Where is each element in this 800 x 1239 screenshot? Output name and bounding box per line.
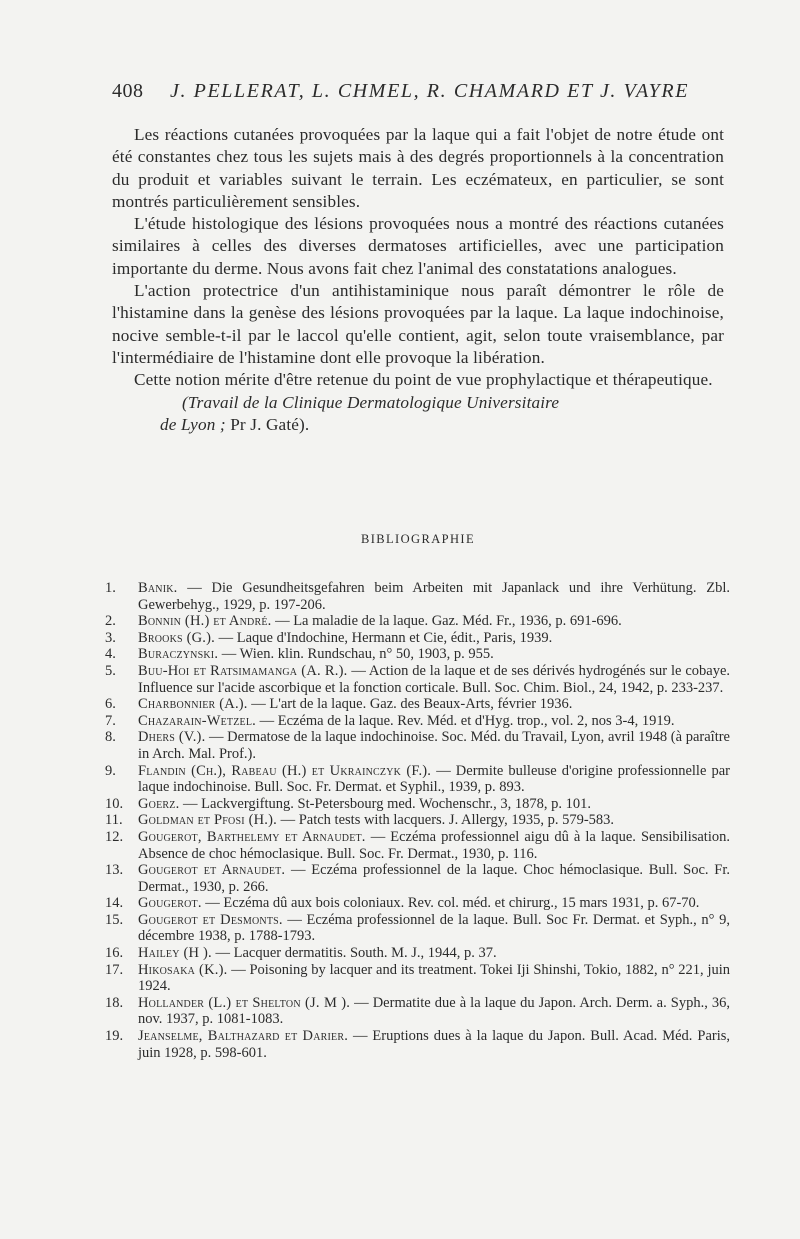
reference-text <box>138 1028 730 1061</box>
reference-number: 11. <box>105 812 123 829</box>
reference-citation: — Lackvergiftung. St-Petersbourg med. Wochenschr., 3, 1878, p. 101. <box>179 795 592 812</box>
reference-number: 13. <box>105 862 124 879</box>
reference-item <box>105 729 730 762</box>
reference-citation: — Patch tests with lacquers. J. Allergy, 1935, p. 579-583. <box>276 812 615 829</box>
credit-line-2-rest: Pr J. Gaté). <box>225 414 310 434</box>
reference-number: 7. <box>105 712 116 729</box>
reference-item <box>105 995 730 1028</box>
reference-text <box>138 763 730 796</box>
reference-item <box>105 962 730 995</box>
reference-citation: — Laque d'Indochine, Hermann et Cie, édit., Paris, 1939. <box>214 629 553 646</box>
reference-number: 17. <box>105 961 124 978</box>
paragraph: Les réactions cutanées provoquées par la laque qui a fait l'objet de notre étude ont été constantes chez tous les sujets mais à des degrés proportionnels à la concentration du produit et variables suivant le terrain. Les eczémateux, en particulier, se sont montrés particulièrement sensibles. <box>112 125 724 211</box>
reference-text <box>138 862 730 895</box>
body-text <box>112 124 724 436</box>
reference-item <box>105 945 730 962</box>
reference-number: 1. <box>105 580 116 596</box>
reference-item <box>105 812 730 829</box>
reference-item <box>105 580 730 613</box>
reference-authors: Goldman et Pfosi (H.). <box>138 812 277 829</box>
reference-citation: — Dermatite due à la laque du Japon. Arch. Derm. a. Syph., 36, nov. 1937, p. 1081-1083. <box>138 994 730 1028</box>
reference-text <box>138 796 730 813</box>
page-number: 408 <box>112 80 144 102</box>
reference-citation: — Dermatose de la laque indochinoise. Soc. Méd. du Travail, Lyon, avril 1948 (à paraître in Arch. Mal. Prof.). <box>138 729 730 762</box>
reference-citation: — La maladie de la laque. Gaz. Méd. Fr., 1936, p. 691-696. <box>271 613 622 630</box>
reference-authors: Charbonnier (A.). <box>138 696 248 713</box>
reference-text <box>138 895 730 912</box>
reference-authors: Flandin (Ch.), Rabeau (H.) et Ukrainczyk (F.). <box>138 762 432 779</box>
reference-item <box>105 646 730 663</box>
reference-item <box>105 829 730 862</box>
reference-authors: Gougerot. <box>138 895 202 912</box>
reference-number: 15. <box>105 911 124 928</box>
reference-text <box>138 663 730 696</box>
reference-authors: Gougerot et Desmonts. <box>138 911 283 928</box>
affiliation-credit <box>112 392 724 437</box>
reference-number: 5. <box>105 662 116 679</box>
reference-text <box>138 630 730 647</box>
reference-item <box>105 912 730 945</box>
reference-authors: Chazarain-Wetzel. <box>138 712 256 729</box>
reference-text <box>138 962 730 995</box>
reference-number: 2. <box>105 613 116 630</box>
running-header <box>112 80 722 103</box>
reference-citation: — Dermite bulleuse d'origine professionnelle par laque indochinoise. Bull. Soc. Fr. Dermat. et Syphil., 1939, p. 893. <box>138 762 730 796</box>
reference-number: 19. <box>105 1028 124 1045</box>
reference-text <box>138 812 730 829</box>
reference-citation: — Eczéma professionnel de la laque. Choc hémoclasique. Bull. Soc. Fr. Dermat., 1930, p. 266. <box>138 862 731 895</box>
reference-citation: — Eczéma de la laque. Rev. Méd. et d'Hyg. trop., vol. 2, nos 3-4, 1919. <box>255 712 675 729</box>
reference-number: 3. <box>105 629 116 646</box>
reference-authors: Gougerot et Arnaudet. <box>138 862 286 879</box>
reference-authors: Jeanselme, Balthazard et Darier. <box>138 1028 349 1045</box>
reference-citation: — L'art de la laque. Gaz. des Beaux-Arts, février 1936. <box>247 696 573 713</box>
reference-number: 14. <box>105 895 124 912</box>
reference-item <box>105 663 730 696</box>
reference-citation: — Die Gesundheitsgefahren beim Arbeiten mit Japanlack und ihre Verhütung. Zbl. Gewerbehyg., 1929, p. 197-206. <box>138 580 730 613</box>
reference-text <box>138 696 730 713</box>
reference-text <box>138 912 730 945</box>
paragraph: L'action protectrice d'un antihistaminique nous paraît démontrer le rôle de l'histamine dans la genèse des lésions provoquées par la laque. La laque indochinoise, nocive semble-t-il par le laccol qu'elle contient, agit, selon toute vraisemblance, par l'intermédiaire de l'histamine dont elle provoque la libération. <box>112 281 724 367</box>
reference-number: 12. <box>105 828 124 845</box>
reference-number: 6. <box>105 696 116 713</box>
reference-number: 16. <box>105 945 124 962</box>
reference-authors: Buraczynski. <box>138 646 219 663</box>
reference-citation: — Action de la laque et de ses dérivés hydrogénés sur le cobaye. Influence sur l'acide ascorbique et la fonction corticale. Bull. Soc. Chim. Biol., 24, 1942, p. 233-237. <box>138 662 731 696</box>
reference-authors: Gougerot, Barthelemy et Arnaudet. <box>138 828 366 845</box>
reference-list <box>105 580 730 1061</box>
credit-line-1: (Travail de la Clinique Dermatologique Universitaire <box>182 392 560 412</box>
reference-authors: Dhers (V.). <box>138 729 206 746</box>
reference-item <box>105 713 730 730</box>
reference-citation: — Eruptions dues à la laque du Japon. Bull. Acad. Méd. Paris, juin 1928, p. 598-601. <box>138 1028 730 1061</box>
reference-authors: Goerz. <box>138 795 180 812</box>
reference-text <box>138 713 730 730</box>
reference-item <box>105 763 730 796</box>
reference-authors: Buu-Hoi et Ratsimamanga (A. R.). <box>138 662 348 679</box>
reference-citation: — Eczéma professionnel de la laque. Bull. Soc Fr. Dermat. et Syph., n° 9, décembre 1938, p. 1788-1793. <box>138 911 730 945</box>
reference-text <box>138 829 730 862</box>
reference-item <box>105 1028 730 1061</box>
reference-item <box>105 696 730 713</box>
reference-number: 10. <box>105 795 124 812</box>
reference-text <box>138 613 730 630</box>
reference-authors: Hollander (L.) et Shelton (J. M ). <box>138 994 351 1011</box>
reference-text <box>138 646 730 663</box>
reference-item <box>105 613 730 630</box>
reference-authors: Hikosaka (K.). <box>138 961 228 978</box>
reference-item <box>105 862 730 895</box>
paragraph: Cette notion mérite d'être retenue du point de vue prophylactique et thérapeutique. <box>134 370 713 390</box>
reference-authors: Brooks (G.). <box>138 629 215 646</box>
reference-item <box>105 796 730 813</box>
reference-authors: Bonnin (H.) et André. <box>138 613 272 630</box>
reference-citation: — Eczéma dû aux bois coloniaux. Rev. col. méd. et chirurg., 15 mars 1931, p. 67-70. <box>201 895 700 912</box>
reference-item <box>105 630 730 647</box>
reference-text <box>138 995 730 1028</box>
credit-line-2-italic: de Lyon ; <box>160 414 226 434</box>
reference-citation: — Wien. klin. Rundschau, n° 50, 1903, p. 955. <box>218 646 494 663</box>
paragraph: L'étude histologique des lésions provoquées nous a montré des réactions cutanées similaires à celles des diverses dermatoses artificielles, avec une participation importante du derme. Nous avons fait chez l'animal des constatations analogues. <box>112 214 724 278</box>
reference-citation: — Eczéma professionnel aigu dû à la laque. Sensibilisation. Absence de choc hémoclasique. Bull. Soc. Fr. Dermat., 1930, p. 116. <box>138 828 730 862</box>
reference-text <box>138 729 730 762</box>
reference-authors: Hailey (H ). <box>138 945 212 962</box>
reference-text <box>138 580 730 613</box>
reference-item <box>105 895 730 912</box>
reference-number: 8. <box>105 729 116 746</box>
reference-authors: Banik. <box>138 580 178 596</box>
reference-number: 4. <box>105 646 116 663</box>
reference-citation: — Poisoning by lacquer and its treatment. Tokei Iji Shinshi, Tokio, 1882, n° 221, juin 1924. <box>138 961 730 995</box>
reference-citation: — Lacquer dermatitis. South. M. J., 1944, p. 37. <box>211 945 497 962</box>
reference-number: 9. <box>105 762 116 779</box>
header-authors: J. PELLERAT, L. CHMEL, R. CHAMARD ET J. VAYRE <box>170 80 690 102</box>
bibliography-heading: BIBLIOGRAPHIE <box>360 532 476 546</box>
reference-text <box>138 945 730 962</box>
reference-number: 18. <box>105 994 124 1011</box>
